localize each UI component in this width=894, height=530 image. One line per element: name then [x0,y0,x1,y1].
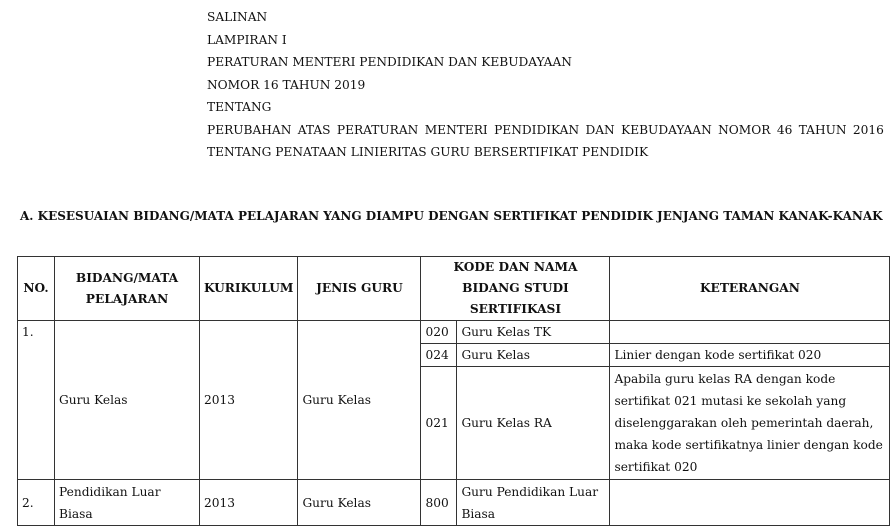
header-line-lampiran: LAMPIRAN I [207,32,287,47]
table-header-row [18,257,890,321]
row-kode: 021 [421,367,457,480]
row-nama-bidang: Guru Kelas RA [457,367,610,480]
row-kurikulum: 2013 [200,321,298,480]
row-kode: 800 [421,480,457,526]
row-kode: 024 [421,344,457,367]
row-nama-bidang: Guru Pendidikan Luar Biasa [457,480,610,526]
certification-table [17,256,890,526]
row-keterangan [610,321,890,344]
row-kode: 020 [421,321,457,344]
header-no: NO. [18,257,55,321]
table-row [18,321,890,344]
header-line-penataan: TENTANG PENATAAN LINIERITAS GURU BERSERTIFIKAT PENDIDIK [207,145,649,159]
header-line-nomor: NOMOR 16 TAHUN 2019 [207,77,366,92]
row-keterangan: Linier dengan kode sertifikat 020 [610,344,890,367]
row-nama-bidang: Guru Kelas [457,344,610,367]
row-kurikulum: 2013 [200,480,298,526]
row-jenis-guru: Guru Kelas [298,480,421,526]
row-nama-bidang: Guru Kelas TK [457,321,610,344]
header-word: MENTERI [424,122,488,137]
header-word: ATAS [297,122,331,137]
header-word: 46 [776,122,793,137]
row-bidang: Guru Kelas [55,321,200,480]
header-word: PENDIDIKAN [494,122,580,137]
header-line-tentang: TENTANG [207,100,272,114]
row-jenis-guru: Guru Kelas [298,321,421,480]
header-word: TAHUN [798,122,847,137]
document-header [207,6,884,164]
header-word: KEBUDAYAAN [621,122,712,137]
row-keterangan: Apabila guru kelas RA dengan kode sertifikat 021 mutasi ke sekolah yang diselenggarakan oleh pemerintah daerah, maka kode sertifikatnya linier dengan kode sertifikat 020 [610,367,890,480]
header-word: DAN [585,122,615,137]
row-bidang: Pendidikan Luar Biasa [55,480,200,526]
table-row [18,480,890,526]
header-word: 2016 [852,122,884,137]
header-line-perubahan [207,119,884,142]
header-bidang: BIDANG/MATA PELAJARAN [55,257,200,321]
header-word: NOMOR [718,122,771,137]
header-line-peraturan: PERATURAN MENTERI PENDIDIKAN DAN KEBUDAYAAN [207,55,572,69]
row-number: 2. [18,480,55,526]
section-title: A. KESESUAIAN BIDANG/MATA PELAJARAN YANG DIAMPU DENGAN SERTIFIKAT PENDIDIK JENJANG TAMAN KANAK-KANAK [20,209,883,223]
header-kode: KODE DAN NAMA BIDANG STUDI SERTIFIKASI [421,257,610,321]
header-word: PERUBAHAN [207,122,292,137]
header-line-salinan: SALINAN [207,10,268,24]
header-kurikulum: KURIKULUM [200,257,298,321]
row-keterangan [610,480,890,526]
header-jenis-guru: JENIS GURU [298,257,421,321]
header-word: PERATURAN [336,122,419,137]
header-keterangan: KETERANGAN [610,257,890,321]
row-number: 1. [18,321,55,480]
